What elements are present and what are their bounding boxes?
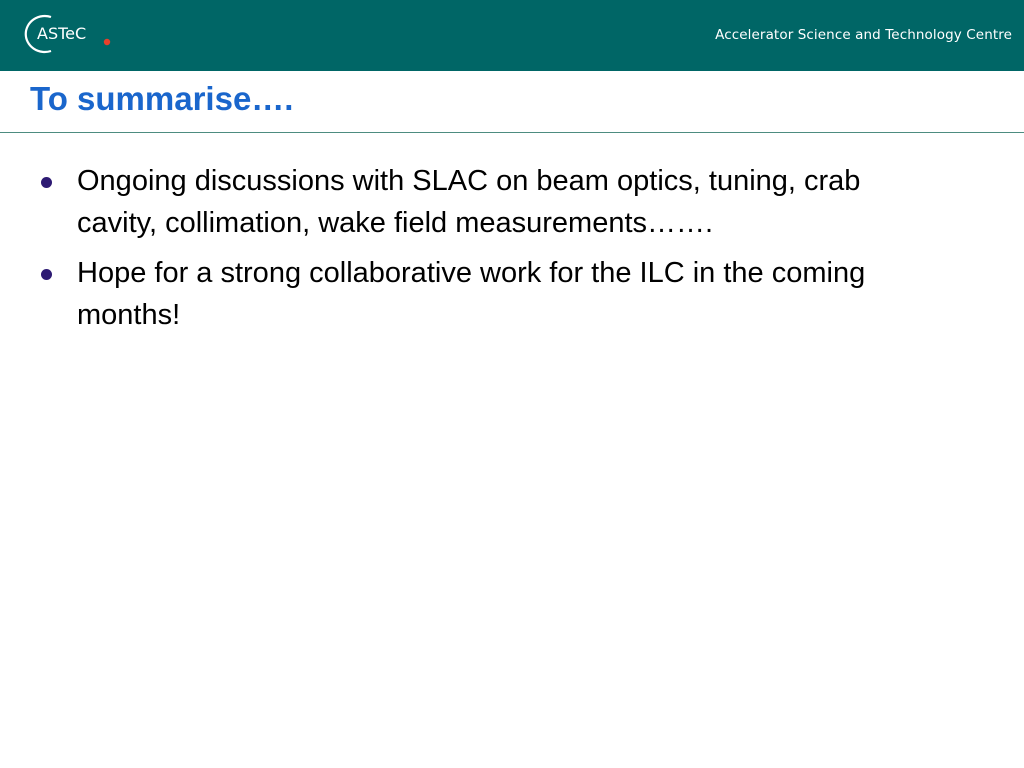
- title-divider: [0, 132, 1024, 133]
- bullet-list: [0, 160, 1024, 344]
- header-bar: [0, 0, 1024, 71]
- bullet-item: [0, 160, 947, 244]
- logo-text: ASTeC: [37, 24, 87, 43]
- slide-title: To summarise….: [30, 80, 294, 117]
- bullet-dot-icon: [41, 269, 52, 280]
- bullet-item: [0, 252, 947, 336]
- org-name: Accelerator Science and Technology Centre: [715, 27, 1012, 43]
- logo-dot: [104, 39, 110, 45]
- bullet-dot-icon: [41, 177, 52, 188]
- astec-logo: [14, 12, 124, 56]
- bullet-text: Hope for a strong collaborative work for the ILC in the coming months!: [77, 257, 866, 331]
- bullet-text: Ongoing discussions with SLAC on beam optics, tuning, crab cavity, collimation, wake field measurements…….: [77, 165, 861, 239]
